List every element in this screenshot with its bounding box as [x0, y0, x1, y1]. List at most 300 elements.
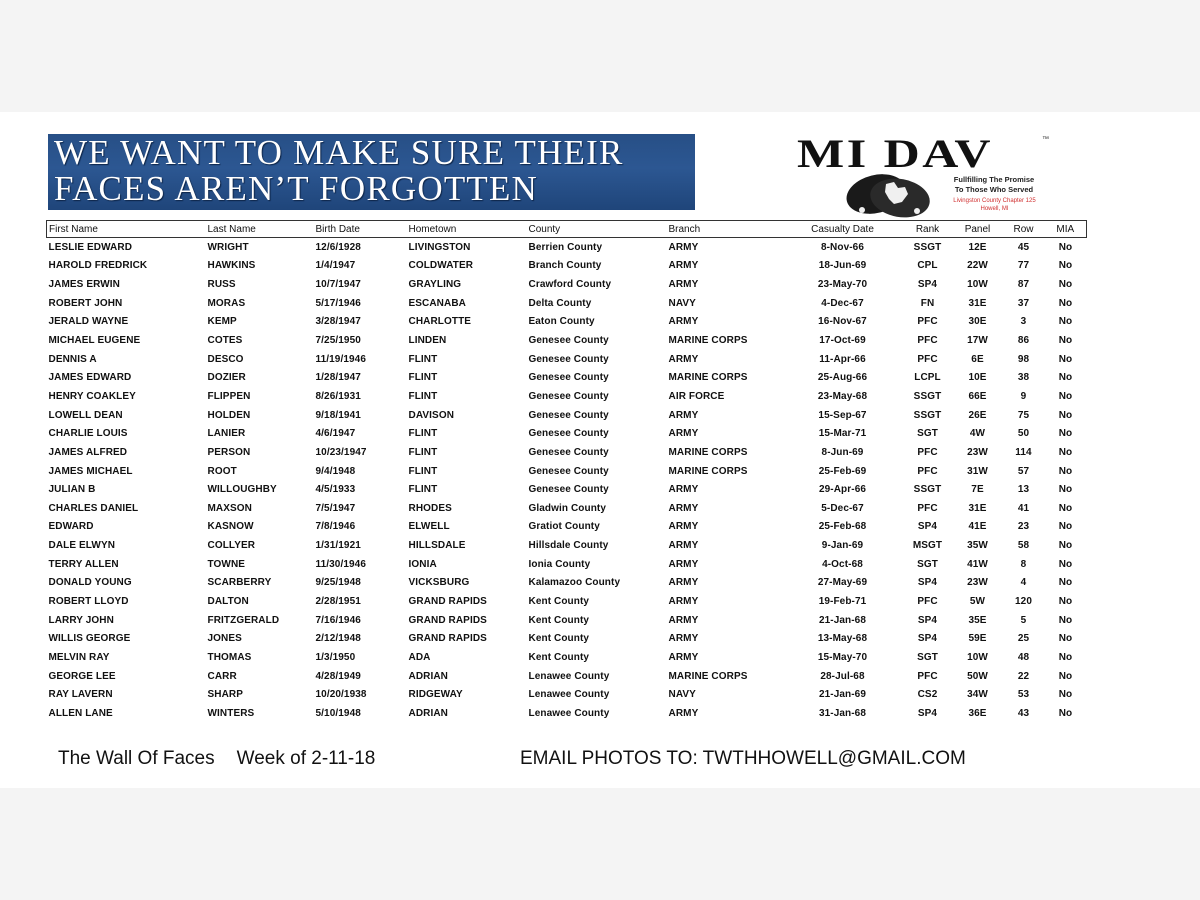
cell-last-name: SCARBERRY [207, 577, 272, 589]
cell-casualty-date: 13-May-68 [817, 633, 868, 645]
cell-branch: ARMY [668, 558, 699, 570]
cell-mia: No [1058, 241, 1073, 253]
cell-rank: PFC [917, 335, 938, 347]
cell-panel: 26E [968, 409, 987, 421]
cell-mia: No [1058, 484, 1073, 496]
cell-county: Kent County [528, 651, 590, 663]
cell-panel: 12E [968, 241, 987, 253]
cell-casualty-date: 8-Jun-69 [821, 446, 864, 458]
cell-hometown: FLINT [408, 428, 438, 440]
cell-casualty-date: 25-Feb-69 [818, 465, 867, 477]
cell-county: Gratiot County [528, 521, 600, 533]
cell-row: 75 [1017, 409, 1030, 421]
cell-last-name: THOMAS [207, 651, 252, 663]
cell-row: 98 [1017, 353, 1030, 365]
table-row [47, 685, 1087, 704]
table-row [47, 592, 1087, 611]
cell-first-name: MELVIN RAY [48, 651, 110, 663]
cell-birth-date: 10/7/1947 [315, 279, 361, 291]
cell-panel: 50W [967, 670, 988, 682]
cell-panel: 41W [967, 558, 988, 570]
cell-panel: 7E [971, 484, 984, 496]
cell-last-name: KASNOW [207, 521, 254, 533]
cell-first-name: HAROLD FREDRICK [48, 260, 148, 272]
cell-row: 57 [1017, 465, 1030, 477]
cell-branch: ARMY [668, 614, 699, 626]
table-row [47, 555, 1087, 574]
cell-birth-date: 2/28/1951 [315, 595, 361, 607]
cell-mia: No [1058, 651, 1073, 663]
cell-hometown: FLINT [408, 484, 438, 496]
cell-row: 4 [1020, 577, 1027, 589]
cell-rank: SP4 [917, 521, 938, 533]
cell-last-name: LANIER [207, 428, 246, 440]
cell-birth-date: 10/23/1947 [315, 446, 367, 458]
cell-last-name: COLLYER [207, 540, 256, 552]
cell-hometown: COLDWATER [408, 260, 474, 272]
table-row [47, 648, 1087, 667]
cell-panel: 41E [968, 521, 987, 533]
cell-mia: No [1058, 689, 1073, 701]
cell-first-name: LARRY JOHN [48, 614, 114, 626]
table-row [47, 368, 1087, 387]
cell-hometown: GRAND RAPIDS [408, 633, 487, 645]
cell-last-name: MORAS [207, 297, 246, 309]
cell-hometown: ADRIAN [408, 670, 448, 682]
col-panel: Panel [953, 221, 1003, 238]
cell-branch: MARINE CORPS [668, 372, 748, 384]
col-hometown: Hometown [407, 221, 527, 238]
cell-casualty-date: 27-May-69 [817, 577, 868, 589]
table-row [47, 611, 1087, 630]
cell-panel: 22W [967, 260, 988, 272]
roster-table [46, 220, 1087, 723]
cell-hometown: FLINT [408, 446, 438, 458]
col-branch: Branch [667, 221, 783, 238]
cell-hometown: GRAND RAPIDS [408, 595, 487, 607]
cell-row: 45 [1017, 241, 1030, 253]
cell-casualty-date: 25-Aug-66 [817, 372, 868, 384]
cell-first-name: JERALD WAYNE [48, 316, 129, 328]
cell-last-name: FLIPPEN [207, 390, 251, 402]
logo-chapter: Livingston County Chapter 125 Howell, MI [953, 198, 1036, 212]
cell-first-name: JAMES EDWARD [48, 372, 132, 384]
cell-rank: PFC [917, 353, 938, 365]
cell-mia: No [1058, 540, 1073, 552]
table-row [47, 406, 1087, 425]
cell-row: 13 [1017, 484, 1030, 496]
cell-branch: MARINE CORPS [668, 670, 748, 682]
table-row [47, 257, 1087, 276]
cell-casualty-date: 31-Jan-68 [818, 707, 867, 719]
cell-hometown: ESCANABA [408, 297, 466, 309]
cell-casualty-date: 16-Nov-67 [818, 316, 867, 328]
table-row [47, 238, 1087, 257]
cell-county: Hillsdale County [528, 540, 609, 552]
cell-last-name: RUSS [207, 279, 236, 291]
table-row [47, 499, 1087, 518]
cell-row: 58 [1017, 540, 1030, 552]
cell-row: 3 [1020, 316, 1027, 328]
cell-row: 37 [1017, 297, 1030, 309]
cell-hometown: FLINT [408, 353, 438, 365]
cell-first-name: ROBERT JOHN [48, 297, 123, 309]
cell-row: 8 [1020, 558, 1027, 570]
cell-county: Kent County [528, 595, 590, 607]
cell-row: 5 [1020, 614, 1027, 626]
cell-branch: ARMY [668, 279, 699, 291]
cell-birth-date: 1/3/1950 [315, 651, 356, 663]
cell-casualty-date: 8-Nov-66 [820, 241, 865, 253]
cell-row: 23 [1017, 521, 1030, 533]
cell-county: Genesee County [528, 446, 609, 458]
cell-last-name: WILLOUGHBY [207, 484, 277, 496]
cell-county: Genesee County [528, 372, 609, 384]
cell-casualty-date: 28-Jul-68 [820, 670, 865, 682]
table-header-row [47, 221, 1087, 238]
cell-mia: No [1058, 446, 1073, 458]
cell-birth-date: 7/25/1950 [315, 335, 361, 347]
cell-row: 53 [1017, 689, 1030, 701]
cell-birth-date: 11/19/1946 [315, 353, 366, 365]
cell-branch: ARMY [668, 316, 699, 328]
cell-county: Branch County [528, 260, 602, 272]
cell-first-name: JAMES ERWIN [48, 279, 120, 291]
table-row [47, 350, 1087, 369]
table-row [47, 331, 1087, 350]
cell-branch: ARMY [668, 502, 699, 514]
cell-hometown: RIDGEWAY [408, 689, 463, 701]
cell-casualty-date: 4-Dec-67 [821, 297, 864, 309]
col-rank: Rank [903, 221, 953, 238]
cell-panel: 35W [967, 540, 988, 552]
cell-rank: PFC [917, 316, 938, 328]
col-county: County [527, 221, 667, 238]
table-row [47, 667, 1087, 686]
cell-county: Kent County [528, 633, 590, 645]
cell-panel: 59E [968, 633, 987, 645]
cell-hometown: ADA [408, 651, 431, 663]
cell-first-name: JAMES ALFRED [48, 446, 128, 458]
cell-first-name: CHARLES DANIEL [48, 502, 139, 514]
cell-first-name: TERRY ALLEN [48, 558, 119, 570]
cell-birth-date: 8/26/1931 [315, 390, 361, 402]
cell-last-name: SHARP [207, 689, 244, 701]
cell-rank: FN [920, 297, 935, 309]
logo-wordmark: MI DAV [797, 131, 994, 176]
cell-row: 114 [1015, 446, 1032, 458]
cell-hometown: ELWELL [408, 521, 450, 533]
cell-hometown: LIVINGSTON [408, 241, 471, 253]
cell-birth-date: 9/4/1948 [315, 465, 356, 477]
cell-panel: 10W [967, 279, 988, 291]
cell-row: 86 [1017, 335, 1030, 347]
cell-branch: ARMY [668, 260, 699, 272]
col-mia: MIA [1045, 221, 1087, 238]
footer-email: EMAIL PHOTOS TO: TWTHHOWELL@GMAIL.COM [520, 748, 966, 769]
cell-birth-date: 5/17/1946 [315, 297, 361, 309]
cell-first-name: ALLEN LANE [48, 707, 113, 719]
cell-first-name: MICHAEL EUGENE [48, 335, 141, 347]
cell-county: Delta County [528, 297, 592, 309]
cell-mia: No [1058, 390, 1073, 402]
cell-casualty-date: 15-Sep-67 [818, 409, 867, 421]
cell-rank: PFC [917, 670, 938, 682]
cell-panel: 4W [969, 428, 986, 440]
cell-county: Gladwin County [528, 502, 607, 514]
cell-mia: No [1058, 353, 1073, 365]
cell-row: 50 [1017, 428, 1030, 440]
cell-mia: No [1058, 521, 1073, 533]
cell-last-name: COTES [207, 335, 243, 347]
cell-last-name: DALTON [207, 595, 249, 607]
col-first-name: First Name [47, 221, 206, 238]
cell-first-name: RAY LAVERN [48, 689, 113, 701]
cell-mia: No [1058, 558, 1073, 570]
cell-birth-date: 1/31/1921 [315, 540, 361, 552]
cell-row: 25 [1017, 633, 1030, 645]
cell-branch: MARINE CORPS [668, 335, 748, 347]
cell-birth-date: 4/6/1947 [315, 428, 356, 440]
cell-birth-date: 9/25/1948 [315, 577, 361, 589]
cell-mia: No [1058, 372, 1073, 384]
cell-mia: No [1058, 614, 1073, 626]
cell-mia: No [1058, 465, 1073, 477]
cell-rank: SP4 [917, 577, 938, 589]
cell-hometown: IONIA [408, 558, 437, 570]
cell-rank: SGT [917, 651, 938, 663]
cell-mia: No [1058, 633, 1073, 645]
cell-county: Genesee County [528, 335, 609, 347]
cell-county: Genesee County [528, 353, 609, 365]
cell-casualty-date: 17-Oct-69 [819, 335, 866, 347]
cell-first-name: DALE ELWYN [48, 540, 116, 552]
cell-last-name: JONES [207, 633, 242, 645]
cell-rank: SP4 [917, 614, 938, 626]
cell-rank: CS2 [917, 689, 938, 701]
cell-county: Genesee County [528, 484, 609, 496]
cell-panel: 31E [968, 297, 987, 309]
cell-birth-date: 3/28/1947 [315, 316, 361, 328]
cell-county: Kent County [528, 614, 590, 626]
cell-branch: ARMY [668, 540, 699, 552]
table-row [47, 275, 1087, 294]
col-last-name: Last Name [206, 221, 314, 238]
cell-row: 41 [1017, 502, 1030, 514]
cell-last-name: DESCO [207, 353, 244, 365]
cell-hometown: ADRIAN [408, 707, 448, 719]
cell-mia: No [1058, 409, 1073, 421]
cell-birth-date: 11/30/1946 [315, 558, 366, 570]
cell-rank: SSGT [913, 390, 942, 402]
cell-casualty-date: 15-May-70 [817, 651, 868, 663]
table-row [47, 629, 1087, 648]
cell-branch: ARMY [668, 241, 699, 253]
cell-birth-date: 4/5/1933 [315, 484, 356, 496]
cell-hometown: FLINT [408, 465, 438, 477]
cell-rank: PFC [917, 465, 938, 477]
cell-branch: ARMY [668, 651, 699, 663]
cell-casualty-date: 23-May-70 [817, 279, 868, 291]
cell-county: Crawford County [528, 279, 612, 291]
table-row [47, 424, 1087, 443]
cell-hometown: GRAYLING [408, 279, 462, 291]
cell-rank: SP4 [917, 279, 938, 291]
footer-left [58, 748, 375, 770]
cell-birth-date: 2/12/1948 [315, 633, 361, 645]
dav-logo: MI DAV ™ Fullfilling The Promise To Those Who Served Livingston County Chapter 125 Howell, MI [797, 134, 1047, 214]
cell-first-name: LOWELL DEAN [48, 409, 123, 421]
cell-branch: ARMY [668, 409, 699, 421]
cell-hometown: DAVISON [408, 409, 455, 421]
footer-week: Week of 2-11-18 [236, 748, 376, 769]
cell-row: 22 [1017, 670, 1030, 682]
cell-last-name: PERSON [207, 446, 251, 458]
cell-county: Lenawee County [528, 689, 610, 701]
cell-mia: No [1058, 335, 1073, 347]
cell-first-name: JAMES MICHAEL [48, 465, 133, 477]
cell-panel: 31E [968, 502, 987, 514]
cell-birth-date: 7/8/1946 [315, 521, 356, 533]
cell-casualty-date: 25-Feb-68 [818, 521, 867, 533]
cell-mia: No [1058, 707, 1073, 719]
cell-first-name: GEORGE LEE [48, 670, 116, 682]
cell-last-name: WINTERS [207, 707, 255, 719]
cell-branch: ARMY [668, 577, 699, 589]
cell-panel: 36E [968, 707, 987, 719]
cell-panel: 23W [967, 577, 988, 589]
cell-first-name: CHARLIE LOUIS [48, 428, 128, 440]
cell-hometown: RHODES [408, 502, 452, 514]
cell-last-name: KEMP [207, 316, 237, 328]
headline-line-2: FACES AREN’T FORGOTTEN [54, 169, 539, 208]
table-row [47, 536, 1087, 555]
cell-county: Ionia County [528, 558, 591, 570]
cell-panel: 30E [968, 316, 987, 328]
cell-rank: CPL [917, 260, 938, 272]
cell-county: Kalamazoo County [528, 577, 621, 589]
cell-mia: No [1058, 502, 1073, 514]
table-row [47, 294, 1087, 313]
cell-mia: No [1058, 595, 1073, 607]
cell-row: 38 [1017, 372, 1030, 384]
cell-branch: NAVY [668, 297, 696, 309]
cell-first-name: HENRY COAKLEY [48, 390, 136, 402]
cell-row: 43 [1017, 707, 1030, 719]
cell-birth-date: 1/4/1947 [315, 260, 356, 272]
cell-county: Lenawee County [528, 707, 610, 719]
table-row [47, 313, 1087, 332]
cell-birth-date: 7/16/1946 [315, 614, 361, 626]
cell-last-name: HOLDEN [207, 409, 251, 421]
cell-panel: 23W [967, 446, 988, 458]
cell-birth-date: 12/6/1928 [315, 241, 361, 253]
cell-casualty-date: 29-Apr-66 [818, 484, 867, 496]
cell-branch: MARINE CORPS [668, 465, 748, 477]
cell-last-name: HAWKINS [207, 260, 256, 272]
cell-panel: 10W [967, 651, 988, 663]
cell-row: 48 [1017, 651, 1030, 663]
cell-branch: AIR FORCE [668, 390, 725, 402]
logo-tagline: Fullfilling The Promise To Those Who Served [953, 175, 1035, 194]
dog-tags-michigan-icon [842, 170, 937, 220]
table-row [47, 480, 1087, 499]
cell-mia: No [1058, 260, 1073, 272]
cell-last-name: CARR [207, 670, 237, 682]
cell-first-name: LESLIE EDWARD [48, 241, 133, 253]
cell-mia: No [1058, 297, 1073, 309]
cell-first-name: EDWARD [48, 521, 94, 533]
cell-first-name: DENNIS A [48, 353, 97, 365]
poster [0, 112, 1200, 788]
cell-row: 9 [1020, 390, 1027, 402]
footer-title: The Wall Of Faces [58, 748, 215, 769]
cell-last-name: DOZIER [207, 372, 246, 384]
cell-branch: NAVY [668, 689, 696, 701]
cell-rank: SGT [917, 428, 938, 440]
cell-casualty-date: 19-Feb-71 [818, 595, 867, 607]
cell-casualty-date: 15-Mar-71 [818, 428, 867, 440]
col-birth-date: Birth Date [314, 221, 407, 238]
cell-casualty-date: 21-Jan-68 [818, 614, 867, 626]
cell-rank: SP4 [917, 633, 938, 645]
cell-last-name: MAXSON [207, 502, 252, 514]
cell-rank: SSGT [913, 241, 942, 253]
cell-birth-date: 9/18/1941 [315, 409, 361, 421]
cell-mia: No [1058, 577, 1073, 589]
cell-birth-date: 7/5/1947 [315, 502, 356, 514]
cell-county: Eaton County [528, 316, 595, 328]
table-row [47, 704, 1087, 723]
table-row [47, 443, 1087, 462]
cell-row: 87 [1017, 279, 1030, 291]
cell-branch: ARMY [668, 633, 699, 645]
cell-hometown: CHARLOTTE [408, 316, 472, 328]
cell-branch: ARMY [668, 595, 699, 607]
cell-last-name: ROOT [207, 465, 237, 477]
cell-branch: ARMY [668, 484, 699, 496]
cell-rank: SGT [917, 558, 938, 570]
roster-body [47, 238, 1087, 723]
cell-birth-date: 5/10/1948 [315, 707, 361, 719]
cell-hometown: FLINT [408, 372, 438, 384]
col-casualty-date: Casualty Date [783, 221, 903, 238]
cell-county: Genesee County [528, 390, 609, 402]
cell-first-name: DONALD YOUNG [48, 577, 132, 589]
cell-casualty-date: 11-Apr-66 [819, 353, 866, 365]
cell-last-name: FRITZGERALD [207, 614, 280, 626]
cell-hometown: HILLSDALE [408, 540, 466, 552]
cell-birth-date: 4/28/1949 [315, 670, 361, 682]
cell-first-name: JULIAN B [48, 484, 96, 496]
cell-panel: 5W [969, 595, 986, 607]
cell-row: 77 [1017, 260, 1030, 272]
cell-casualty-date: 23-May-68 [817, 390, 868, 402]
cell-first-name: WILLIS GEORGE [48, 633, 131, 645]
cell-row: 120 [1015, 595, 1032, 607]
col-row: Row [1003, 221, 1045, 238]
cell-panel: 34W [967, 689, 988, 701]
cell-branch: ARMY [668, 428, 699, 440]
cell-panel: 35E [968, 614, 987, 626]
cell-hometown: VICKSBURG [408, 577, 470, 589]
cell-branch: ARMY [668, 353, 699, 365]
cell-birth-date: 10/20/1938 [315, 689, 367, 701]
headline-banner [48, 134, 695, 210]
cell-county: Genesee County [528, 465, 609, 477]
cell-casualty-date: 5-Dec-67 [821, 502, 864, 514]
cell-branch: MARINE CORPS [668, 446, 748, 458]
